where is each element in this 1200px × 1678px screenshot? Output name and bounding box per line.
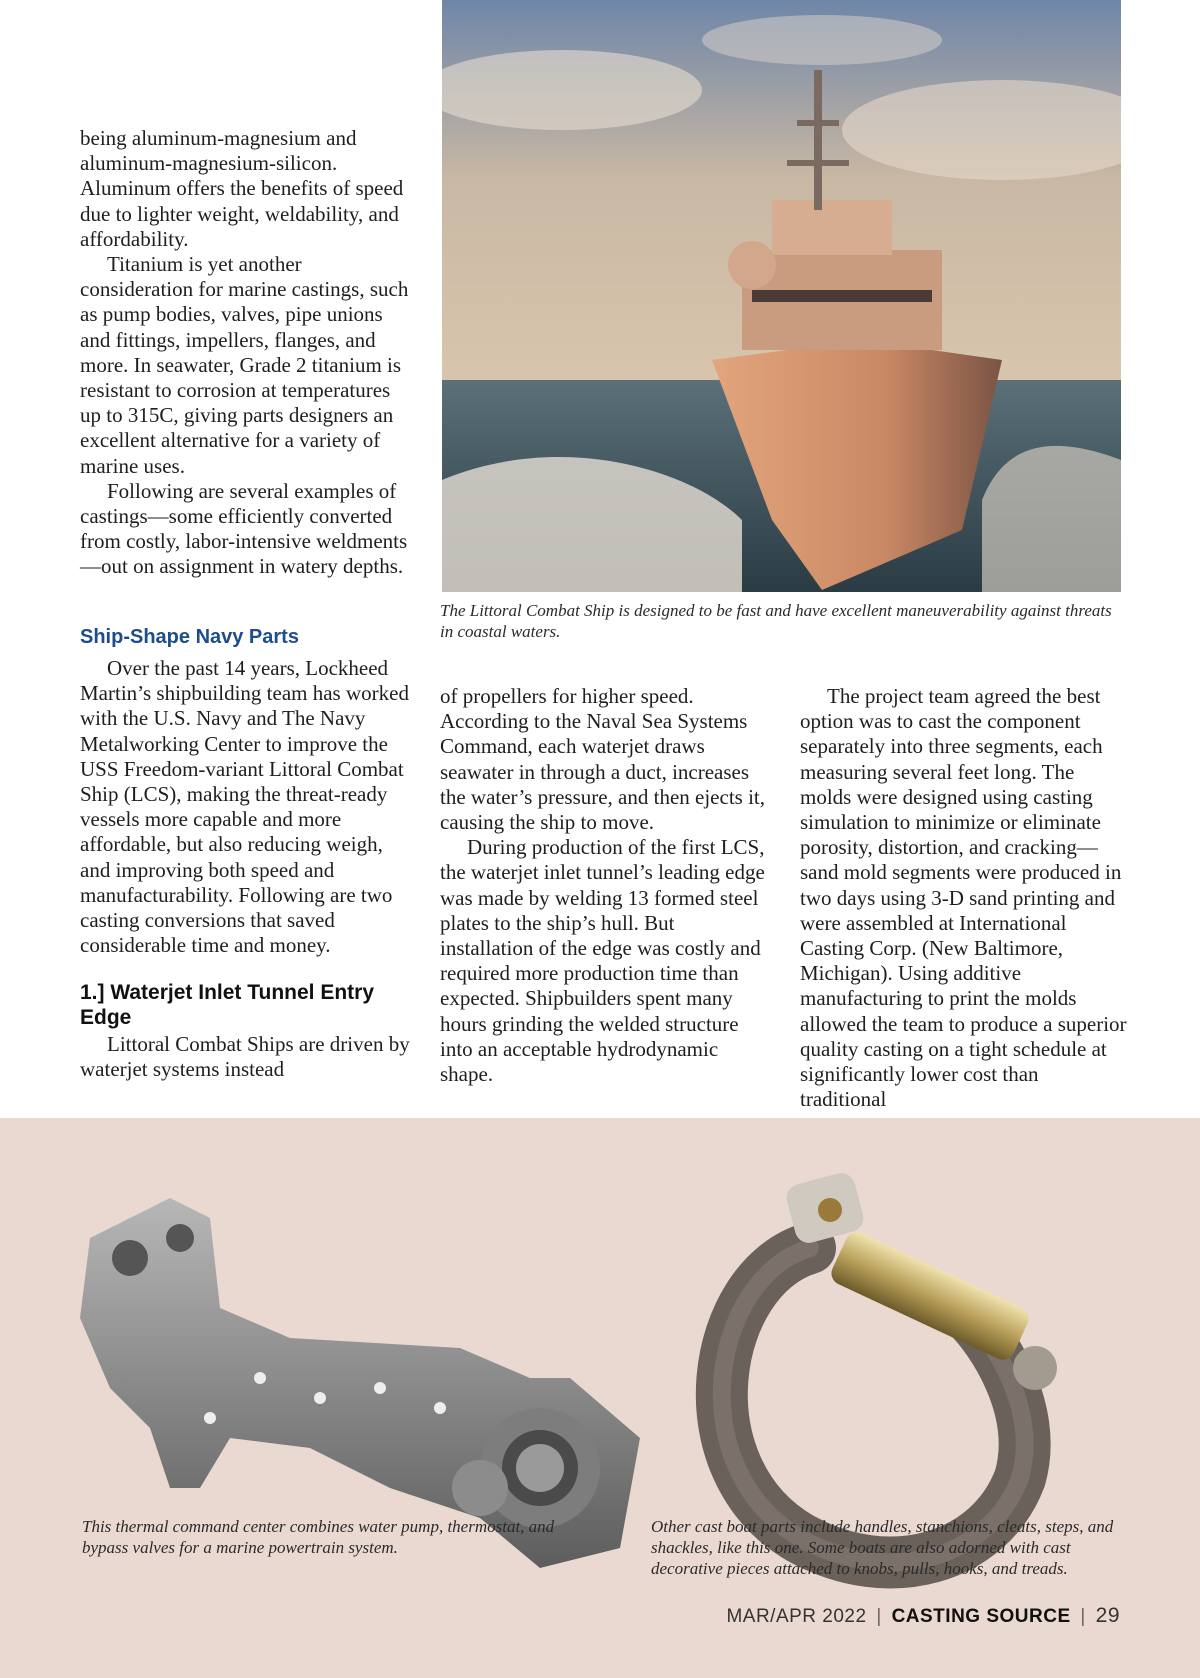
footer-separator: | <box>876 1606 882 1627</box>
body-paragraph: Following are several examples of castings—some efficiently converted from costly, labor-intensive weldments—out on assignment in watery depths. <box>80 478 408 579</box>
magazine-name: CASTING SOURCE <box>891 1606 1071 1627</box>
ship-photo <box>442 0 1121 592</box>
page-footer <box>726 1604 1120 1628</box>
footer-separator: | <box>1080 1606 1086 1627</box>
body-paragraph: being aluminum-magnesium and aluminum-magnesium-silicon. Aluminum offers the benefits of speed due to lighter weight, weldability, and affordability. <box>80 126 404 251</box>
page-number: 29 <box>1095 1604 1120 1627</box>
subsection-heading: 1.] Waterjet Inlet Tunnel Entry Edge <box>80 981 375 1029</box>
thermal-command-center-caption: This thermal command center combines water pump, thermostat, and bypass valves for a marine powertrain system. <box>82 1517 555 1557</box>
issue-date: MAR/APR 2022 <box>726 1606 867 1627</box>
column-1-bottom <box>80 1032 410 1082</box>
column-2 <box>440 684 770 1087</box>
body-paragraph: Titanium is yet another consideration for marine castings, such as pump bodies, valves, pipe unions and fittings, impellers, flanges, and more. In seawater, Grade 2 titanium is resistant to corrosion at temperatures up to 315C, giving parts designers an excellent alternative for a variety of marine uses. <box>80 252 409 478</box>
shackle-caption: Other cast boat parts include handles, stanchions, cleats, steps, and shackles, like this one. Some boats are also adorned with cast decorative pieces attached to knobs, pulls, hooks, and treads. <box>651 1517 1114 1578</box>
column-1-top <box>80 126 410 580</box>
body-paragraph: of propellers for higher speed. According to the Naval Sea Systems Command, each waterjet draws seawater in through a duct, increases the water’s pressure, and then ejects it, causing the ship to move. <box>440 684 765 835</box>
column-1-middle <box>80 656 410 958</box>
body-paragraph: During production of the first LCS, the waterjet inlet tunnel’s leading edge was made by welding 13 formed steel plates to the ship’s hull. But installation of the edge was costly and required more production time than expected. Shipbuilders spent many hours grinding the welded structure into an acceptable hydrodynamic shape. <box>440 835 765 1087</box>
parts-photo-panel <box>0 1118 1200 1678</box>
body-paragraph: Littoral Combat Ships are driven by waterjet systems instead <box>80 1032 410 1082</box>
body-paragraph: The project team agreed the best option was to cast the component separately into three segments, each measuring several feet long. The molds were designed using casting simulation to minimize or eliminate porosity, distortion, and cracking—sand mold segments were produced in two days using 3-D sand printing and were assembled at International Casting Corp. (New Baltimore, Michigan). Using additive manufacturing to print the molds allowed the team to produce a superior quality casting on a tight schedule at significantly lower cost than traditional <box>800 684 1127 1112</box>
body-paragraph: Over the past 14 years, Lockheed Martin’s shipbuilding team has worked with the U.S. Navy and The Navy Metalworking Center to improve the USS Freedom-variant Littoral Combat Ship (LCS), making the threat-ready vessels more capable and more affordable, but also reducing weigh, and improving both speed and manufacturability. Following are two casting conversions that saved considerable time and money. <box>80 656 409 958</box>
section-heading: Ship-Shape Navy Parts <box>80 626 299 648</box>
column-3 <box>800 684 1130 1112</box>
ship-photo-caption: The Littoral Combat Ship is designed to be fast and have excellent maneuverability against threats in coastal waters. <box>440 601 1112 641</box>
